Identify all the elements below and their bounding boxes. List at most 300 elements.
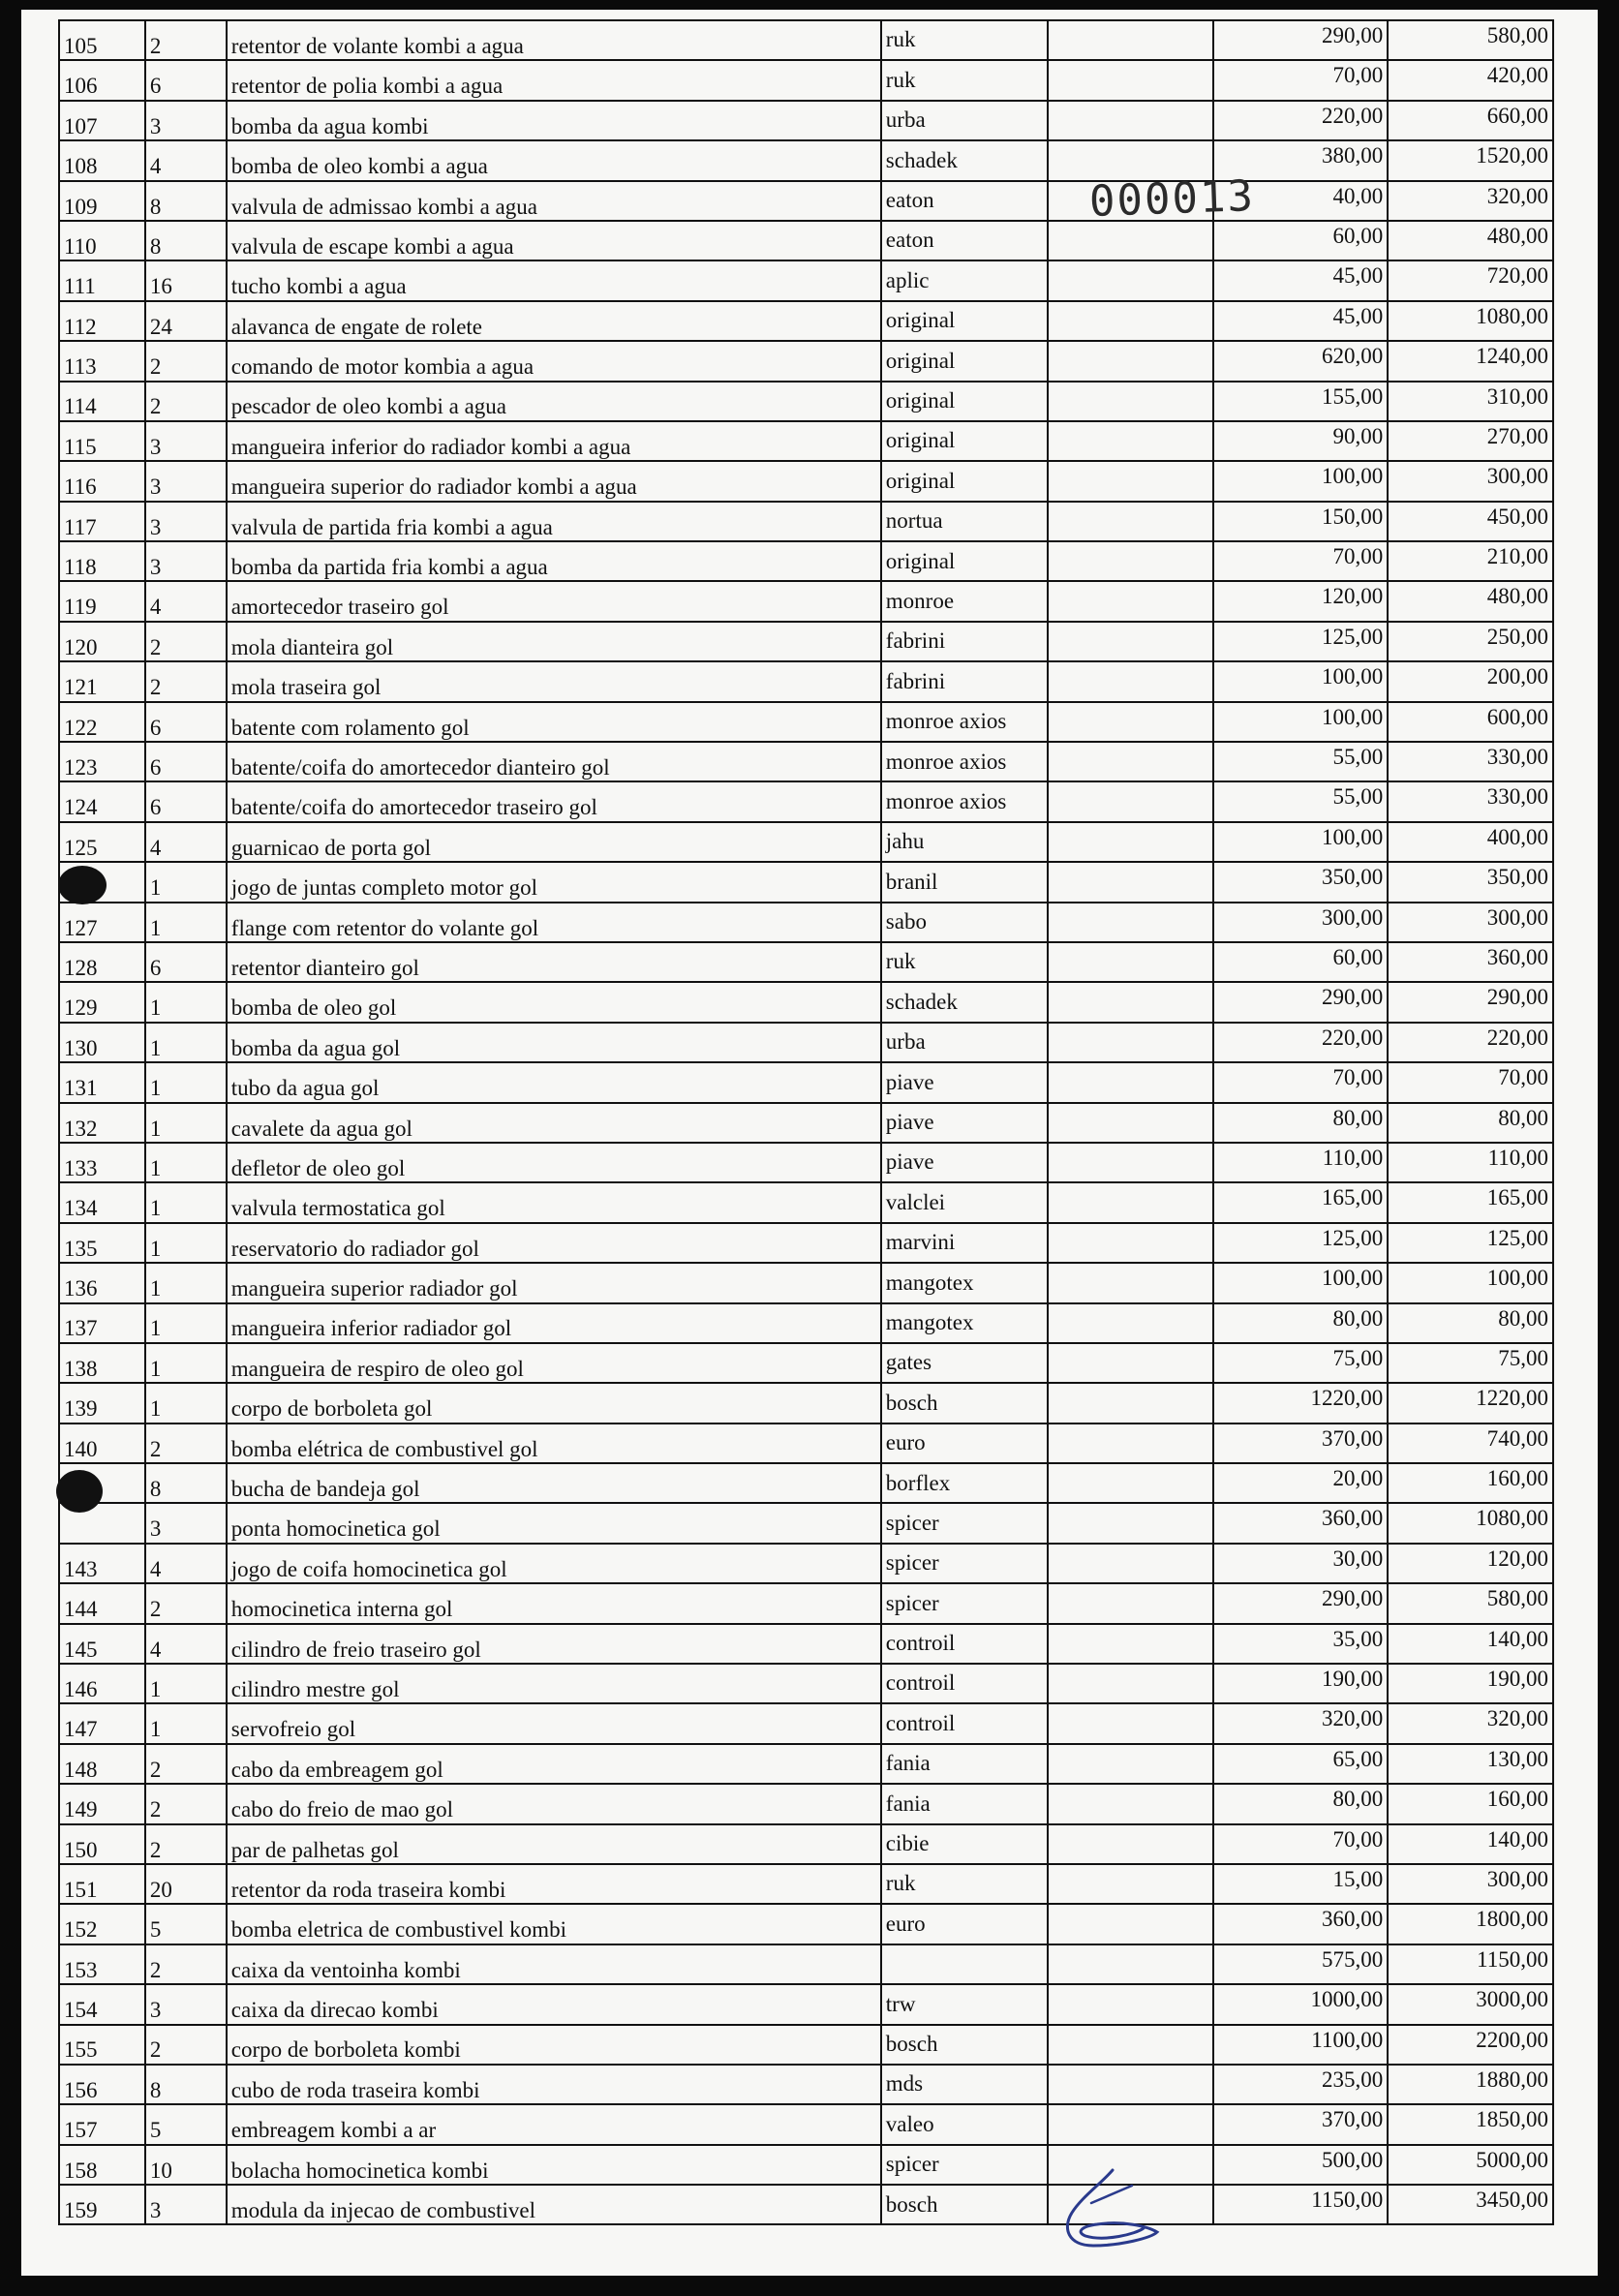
brand-cell: trw [881, 1984, 1048, 2024]
unit-price-cell: 100,00 [1213, 461, 1388, 501]
brand-cell: eaton [881, 181, 1048, 221]
quantity-cell: 2 [145, 1583, 227, 1623]
brand-cell: ruk [881, 1864, 1048, 1904]
item-number-cell: 149 [59, 1784, 145, 1823]
item-number-cell: 159 [59, 2185, 145, 2224]
quantity-cell: 8 [145, 1463, 227, 1503]
brand-cell: ruk [881, 20, 1048, 60]
brand-cell: sabo [881, 903, 1048, 942]
total-price-cell: 130,00 [1388, 1744, 1553, 1784]
unit-price-cell: 70,00 [1213, 1824, 1388, 1864]
total-price-cell: 320,00 [1388, 1703, 1553, 1743]
description-cell: corpo de borboleta kombi [227, 2025, 881, 2065]
item-number-cell: 114 [59, 382, 145, 421]
description-cell: valvula de admissao kombi a agua [227, 181, 881, 221]
brand-cell: urba [881, 1023, 1048, 1062]
description-cell: batente com rolamento gol [227, 702, 881, 742]
quantity-cell: 1 [145, 1303, 227, 1343]
description-cell: defletor de oleo gol [227, 1143, 881, 1182]
brand-cell: original [881, 421, 1048, 461]
item-number-cell: 151 [59, 1864, 145, 1904]
quantity-cell: 4 [145, 822, 227, 862]
table-row [59, 2185, 1553, 2224]
table-row [59, 1103, 1553, 1143]
description-cell: bomba de oleo gol [227, 982, 881, 1022]
table-row [59, 1223, 1553, 1263]
table-row [59, 60, 1553, 100]
blank-cell-cell [1048, 1062, 1214, 1102]
unit-price-cell: 70,00 [1213, 60, 1388, 100]
signature-mark [1043, 2164, 1178, 2256]
blank-cell-cell [1048, 1744, 1214, 1784]
item-number-cell: 129 [59, 982, 145, 1022]
description-cell: cubo de roda traseira kombi [227, 2065, 881, 2104]
unit-price-cell: 370,00 [1213, 1424, 1388, 1463]
brand-cell: ruk [881, 60, 1048, 100]
quantity-cell: 2 [145, 1824, 227, 1864]
description-cell: mangueira de respiro de oleo gol [227, 1343, 881, 1383]
table-row [59, 1744, 1553, 1784]
description-cell: retentor da roda traseira kombi [227, 1864, 881, 1904]
total-price-cell: 580,00 [1388, 1583, 1553, 1623]
unit-price-cell: 290,00 [1213, 20, 1388, 60]
item-number-cell: 125 [59, 822, 145, 862]
description-cell: mangueira superior do radiador kombi a agua [227, 461, 881, 501]
description-cell: mola dianteira gol [227, 622, 881, 661]
blank-cell-cell [1048, 382, 1214, 421]
document-number-stamp: 000013 [1088, 171, 1256, 227]
brand-cell: monroe axios [881, 742, 1048, 781]
unit-price-cell: 100,00 [1213, 822, 1388, 862]
brand-cell: euro [881, 1904, 1048, 1944]
table-row [59, 101, 1553, 140]
description-cell: mangueira inferior radiador gol [227, 1303, 881, 1343]
description-cell: cilindro mestre gol [227, 1664, 881, 1703]
ink-blot [58, 866, 107, 904]
total-price-cell: 1880,00 [1388, 2065, 1553, 2104]
unit-price-cell: 1150,00 [1213, 2185, 1388, 2224]
table-row [59, 1303, 1553, 1343]
brand-cell: cibie [881, 1824, 1048, 1864]
description-cell: ponta homocinetica gol [227, 1503, 881, 1543]
blank-cell-cell [1048, 1182, 1214, 1222]
item-number-cell: 127 [59, 903, 145, 942]
unit-price-cell: 80,00 [1213, 1303, 1388, 1343]
brand-cell: nortua [881, 502, 1048, 541]
item-number-cell: 154 [59, 1984, 145, 2024]
quantity-cell: 4 [145, 140, 227, 180]
quantity-cell: 4 [145, 1624, 227, 1664]
unit-price-cell: 190,00 [1213, 1664, 1388, 1703]
description-cell: bomba eletrica de combustivel kombi [227, 1904, 881, 1944]
item-number-cell: 117 [59, 502, 145, 541]
item-number-cell: 121 [59, 661, 145, 701]
quantity-cell: 2 [145, 1744, 227, 1784]
brand-cell: mangotex [881, 1263, 1048, 1302]
table-row [59, 1583, 1553, 1623]
brand-cell: jahu [881, 822, 1048, 862]
total-price-cell: 1850,00 [1388, 2104, 1553, 2144]
item-number-cell: 107 [59, 101, 145, 140]
blank-cell-cell [1048, 781, 1214, 821]
blank-cell-cell [1048, 461, 1214, 501]
unit-price-cell: 220,00 [1213, 101, 1388, 140]
table-row [59, 942, 1553, 982]
description-cell: servofreio gol [227, 1703, 881, 1743]
item-number-cell: 105 [59, 20, 145, 60]
quantity-cell: 5 [145, 2104, 227, 2144]
total-price-cell: 1520,00 [1388, 140, 1553, 180]
table-row [59, 1424, 1553, 1463]
document-page [21, 10, 1598, 2276]
description-cell: tucho kombi a agua [227, 260, 881, 300]
table-row [59, 1544, 1553, 1583]
quantity-cell: 1 [145, 1703, 227, 1743]
quantity-cell: 1 [145, 1664, 227, 1703]
unit-price-cell: 575,00 [1213, 1944, 1388, 1984]
blank-cell-cell [1048, 1624, 1214, 1664]
table-row [59, 982, 1553, 1022]
quantity-cell: 3 [145, 1984, 227, 2024]
quantity-cell: 20 [145, 1864, 227, 1904]
brand-cell [881, 1944, 1048, 1984]
blank-cell-cell [1048, 2025, 1214, 2065]
table-row [59, 742, 1553, 781]
quantity-cell: 1 [145, 1223, 227, 1263]
table-row [59, 581, 1553, 621]
description-cell: valvula de escape kombi a agua [227, 221, 881, 260]
item-number-cell: 123 [59, 742, 145, 781]
item-number-cell: 139 [59, 1383, 145, 1423]
table-row [59, 541, 1553, 581]
item-number-cell: 140 [59, 1424, 145, 1463]
total-price-cell: 165,00 [1388, 1182, 1553, 1222]
total-price-cell: 5000,00 [1388, 2145, 1553, 2185]
unit-price-cell: 125,00 [1213, 1223, 1388, 1263]
unit-price-cell: 45,00 [1213, 260, 1388, 300]
table-row [59, 1864, 1553, 1904]
quantity-cell: 2 [145, 20, 227, 60]
description-cell: alavanca de engate de rolete [227, 301, 881, 341]
blank-cell-cell [1048, 903, 1214, 942]
table-row [59, 1263, 1553, 1302]
quantity-cell: 3 [145, 101, 227, 140]
total-price-cell: 480,00 [1388, 581, 1553, 621]
brand-cell: controil [881, 1664, 1048, 1703]
description-cell: caixa da direcao kombi [227, 1984, 881, 2024]
table-row [59, 1784, 1553, 1823]
brand-cell: marvini [881, 1223, 1048, 1263]
item-number-cell: 135 [59, 1223, 145, 1263]
table-row [59, 181, 1553, 221]
table-row [59, 903, 1553, 942]
brand-cell: controil [881, 1624, 1048, 1664]
blank-cell-cell [1048, 1263, 1214, 1302]
brand-cell: monroe axios [881, 702, 1048, 742]
quantity-cell: 10 [145, 2145, 227, 2185]
item-number-cell: 133 [59, 1143, 145, 1182]
unit-price-cell: 100,00 [1213, 702, 1388, 742]
quantity-cell: 4 [145, 581, 227, 621]
blank-cell-cell [1048, 1463, 1214, 1503]
quantity-cell: 2 [145, 661, 227, 701]
unit-price-cell: 235,00 [1213, 2065, 1388, 2104]
blank-cell-cell [1048, 1583, 1214, 1623]
description-cell: retentor de volante kombi a agua [227, 20, 881, 60]
item-number-cell: 106 [59, 60, 145, 100]
blank-cell-cell [1048, 1103, 1214, 1143]
table-row [59, 341, 1553, 381]
quantity-cell: 2 [145, 2025, 227, 2065]
quantity-cell: 2 [145, 1424, 227, 1463]
item-number-cell: 147 [59, 1703, 145, 1743]
brand-cell: original [881, 341, 1048, 381]
table-row [59, 421, 1553, 461]
total-price-cell: 350,00 [1388, 862, 1553, 902]
blank-cell-cell [1048, 1664, 1214, 1703]
brand-cell: piave [881, 1143, 1048, 1182]
brand-cell: monroe axios [881, 781, 1048, 821]
total-price-cell: 190,00 [1388, 1664, 1553, 1703]
quantity-cell: 6 [145, 781, 227, 821]
table-row [59, 1463, 1553, 1503]
brand-cell: euro [881, 1424, 1048, 1463]
table-row [59, 1624, 1553, 1664]
quantity-cell: 3 [145, 421, 227, 461]
table-row [59, 20, 1553, 60]
blank-cell-cell [1048, 1864, 1214, 1904]
blank-cell-cell [1048, 1503, 1214, 1543]
item-number-cell: 122 [59, 702, 145, 742]
brand-cell: fania [881, 1744, 1048, 1784]
description-cell: bomba da agua gol [227, 1023, 881, 1062]
table-body [59, 20, 1553, 2224]
table-row [59, 2145, 1553, 2185]
total-price-cell: 330,00 [1388, 781, 1553, 821]
item-number-cell: 118 [59, 541, 145, 581]
table-row [59, 1143, 1553, 1182]
description-cell: flange com retentor do volante gol [227, 903, 881, 942]
unit-price-cell: 220,00 [1213, 1023, 1388, 1062]
table-row [59, 1703, 1553, 1743]
unit-price-cell: 1100,00 [1213, 2025, 1388, 2065]
unit-price-cell: 300,00 [1213, 903, 1388, 942]
total-price-cell: 70,00 [1388, 1062, 1553, 1102]
table-row [59, 2025, 1553, 2065]
brand-cell: borflex [881, 1463, 1048, 1503]
total-price-cell: 660,00 [1388, 101, 1553, 140]
unit-price-cell: 55,00 [1213, 742, 1388, 781]
table-row [59, 301, 1553, 341]
description-cell: reservatorio do radiador gol [227, 1223, 881, 1263]
description-cell: modula da injecao de combustivel [227, 2185, 881, 2224]
item-number-cell: 137 [59, 1303, 145, 1343]
blank-cell-cell [1048, 1784, 1214, 1823]
total-price-cell: 290,00 [1388, 982, 1553, 1022]
item-number-cell: 116 [59, 461, 145, 501]
quantity-cell: 1 [145, 862, 227, 902]
brand-cell: schadek [881, 140, 1048, 180]
blank-cell-cell [1048, 2065, 1214, 2104]
item-number-cell: 119 [59, 581, 145, 621]
unit-price-cell: 370,00 [1213, 2104, 1388, 2144]
unit-price-cell: 360,00 [1213, 1503, 1388, 1543]
total-price-cell: 320,00 [1388, 181, 1553, 221]
table-row [59, 1023, 1553, 1062]
total-price-cell: 3000,00 [1388, 1984, 1553, 2024]
brand-cell: spicer [881, 2145, 1048, 2185]
quantity-cell: 3 [145, 2185, 227, 2224]
table-row [59, 1984, 1553, 2024]
table-row [59, 502, 1553, 541]
total-price-cell: 2200,00 [1388, 2025, 1553, 2065]
item-number-cell: 152 [59, 1904, 145, 1944]
quantity-cell: 4 [145, 1544, 227, 1583]
item-number-cell: 156 [59, 2065, 145, 2104]
table-row [59, 2065, 1553, 2104]
description-cell: cabo da embreagem gol [227, 1744, 881, 1784]
total-price-cell: 400,00 [1388, 822, 1553, 862]
blank-cell-cell [1048, 1944, 1214, 1984]
table-row [59, 1182, 1553, 1222]
item-number-cell: 112 [59, 301, 145, 341]
unit-price-cell: 320,00 [1213, 1703, 1388, 1743]
brand-cell: controil [881, 1703, 1048, 1743]
blank-cell-cell [1048, 581, 1214, 621]
table-row [59, 702, 1553, 742]
table-row [59, 1383, 1553, 1423]
quantity-cell: 8 [145, 2065, 227, 2104]
blank-cell-cell [1048, 1424, 1214, 1463]
total-price-cell: 300,00 [1388, 461, 1553, 501]
description-cell: bucha de bandeja gol [227, 1463, 881, 1503]
item-number-cell: 146 [59, 1664, 145, 1703]
quantity-cell: 6 [145, 60, 227, 100]
total-price-cell: 740,00 [1388, 1424, 1553, 1463]
description-cell: bomba elétrica de combustivel gol [227, 1424, 881, 1463]
table-row [59, 1062, 1553, 1102]
unit-price-cell: 70,00 [1213, 1062, 1388, 1102]
blank-cell-cell [1048, 942, 1214, 982]
blank-cell-cell [1048, 1824, 1214, 1864]
quantity-cell: 1 [145, 1343, 227, 1383]
total-price-cell: 360,00 [1388, 942, 1553, 982]
item-number-cell: 111 [59, 260, 145, 300]
item-number-cell: 108 [59, 140, 145, 180]
total-price-cell: 120,00 [1388, 1544, 1553, 1583]
blank-cell-cell [1048, 1343, 1214, 1383]
brand-cell: fabrini [881, 622, 1048, 661]
total-price-cell: 300,00 [1388, 1864, 1553, 1904]
quantity-cell: 3 [145, 502, 227, 541]
description-cell: amortecedor traseiro gol [227, 581, 881, 621]
total-price-cell: 200,00 [1388, 661, 1553, 701]
blank-cell-cell [1048, 301, 1214, 341]
total-price-cell: 160,00 [1388, 1463, 1553, 1503]
quantity-cell: 6 [145, 702, 227, 742]
total-price-cell: 125,00 [1388, 1223, 1553, 1263]
table-row [59, 1503, 1553, 1543]
description-cell: guarnicao de porta gol [227, 822, 881, 862]
unit-price-cell: 70,00 [1213, 541, 1388, 581]
brand-cell: spicer [881, 1503, 1048, 1543]
brand-cell: gates [881, 1343, 1048, 1383]
table-row [59, 1944, 1553, 1984]
quantity-cell: 3 [145, 1503, 227, 1543]
total-price-cell: 1240,00 [1388, 341, 1553, 381]
brand-cell: original [881, 382, 1048, 421]
parts-table-container [58, 19, 1554, 2225]
item-number-cell: 128 [59, 942, 145, 982]
description-cell: homocinetica interna gol [227, 1583, 881, 1623]
total-price-cell: 1220,00 [1388, 1383, 1553, 1423]
table-row [59, 862, 1553, 902]
unit-price-cell: 60,00 [1213, 221, 1388, 260]
item-number-cell: 110 [59, 221, 145, 260]
brand-cell: spicer [881, 1583, 1048, 1623]
description-cell: par de palhetas gol [227, 1824, 881, 1864]
total-price-cell: 220,00 [1388, 1023, 1553, 1062]
unit-price-cell: 100,00 [1213, 661, 1388, 701]
quantity-cell: 1 [145, 1062, 227, 1102]
blank-cell-cell [1048, 982, 1214, 1022]
blank-cell-cell [1048, 541, 1214, 581]
description-cell: mangueira superior radiador gol [227, 1263, 881, 1302]
quantity-cell: 2 [145, 341, 227, 381]
unit-price-cell: 500,00 [1213, 2145, 1388, 2185]
item-number-cell: 115 [59, 421, 145, 461]
brand-cell: valeo [881, 2104, 1048, 2144]
ink-blot [56, 1470, 103, 1513]
table-row [59, 140, 1553, 180]
blank-cell-cell [1048, 1984, 1214, 2024]
brand-cell: urba [881, 101, 1048, 140]
total-price-cell: 1080,00 [1388, 301, 1553, 341]
total-price-cell: 75,00 [1388, 1343, 1553, 1383]
description-cell: cavalete da agua gol [227, 1103, 881, 1143]
total-price-cell: 140,00 [1388, 1824, 1553, 1864]
description-cell: corpo de borboleta gol [227, 1383, 881, 1423]
brand-cell: original [881, 541, 1048, 581]
quantity-cell: 2 [145, 1944, 227, 1984]
quantity-cell: 1 [145, 1103, 227, 1143]
item-number-cell: 132 [59, 1103, 145, 1143]
item-number-cell: 145 [59, 1624, 145, 1664]
unit-price-cell: 1220,00 [1213, 1383, 1388, 1423]
description-cell: batente/coifa do amortecedor traseiro gol [227, 781, 881, 821]
unit-price-cell: 620,00 [1213, 341, 1388, 381]
description-cell: cilindro de freio traseiro gol [227, 1624, 881, 1664]
description-cell: batente/coifa do amortecedor dianteiro gol [227, 742, 881, 781]
brand-cell: bosch [881, 2025, 1048, 2065]
unit-price-cell: 1000,00 [1213, 1984, 1388, 2024]
brand-cell: spicer [881, 1544, 1048, 1583]
total-price-cell: 420,00 [1388, 60, 1553, 100]
blank-cell-cell [1048, 1303, 1214, 1343]
blank-cell-cell [1048, 742, 1214, 781]
item-number-cell: 150 [59, 1824, 145, 1864]
item-number-cell: 153 [59, 1944, 145, 1984]
unit-price-cell: 15,00 [1213, 1864, 1388, 1904]
brand-cell: branil [881, 862, 1048, 902]
brand-cell: bosch [881, 2185, 1048, 2224]
parts-table [58, 19, 1554, 2225]
item-number-cell: 124 [59, 781, 145, 821]
quantity-cell: 5 [145, 1904, 227, 1944]
total-price-cell: 140,00 [1388, 1624, 1553, 1664]
blank-cell-cell [1048, 1143, 1214, 1182]
blank-cell-cell [1048, 622, 1214, 661]
